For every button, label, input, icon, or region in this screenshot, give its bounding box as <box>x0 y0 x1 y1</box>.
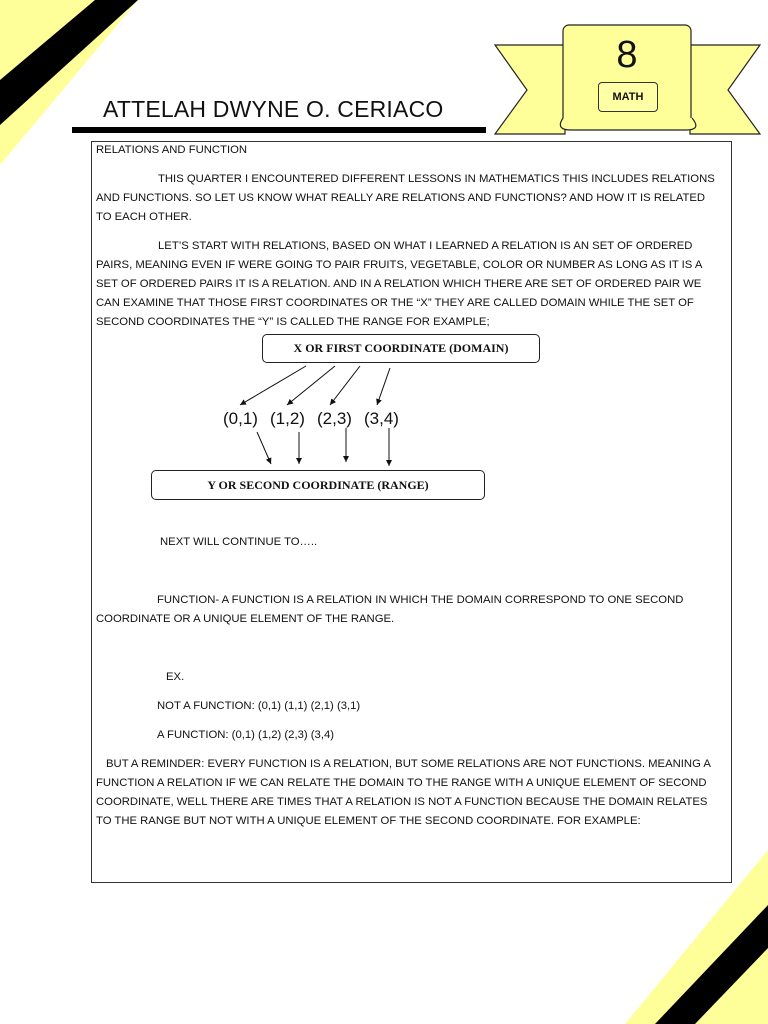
domain-arrow-4 <box>377 368 390 405</box>
range-arrow-1 <box>257 432 271 464</box>
function-example: A FUNCTION: (0,1) (1,2) (2,3) (3,4) <box>157 729 335 741</box>
reminder-line-4: TO THE RANGE BUT NOT WITH A UNIQUE ELEMENT OF THE SECOND COORDINATE. FOR EXAMPLE: <box>96 815 641 827</box>
function-line-1: FUNCTION- A FUNCTION IS A RELATION IN WHICH THE DOMAIN CORRESPOND TO ONE SECOND <box>157 594 684 606</box>
ordered-pair-1: (0,1) <box>223 409 258 428</box>
not-function-example: NOT A FUNCTION: (0,1) (1,1) (2,1) (3,1) <box>157 700 361 712</box>
reminder-line-1: BUT A REMINDER: EVERY FUNCTION IS A RELATION, BUT SOME RELATIONS ARE NOT FUNCTIONS. MEANING A <box>106 758 711 770</box>
ordered-pair-2: (1,2) <box>270 409 305 428</box>
reminder-line-3: COORDINATE, WELL THERE ARE TIMES THAT A RELATION IS NOT A FUNCTION BECAUSE THE DOMAIN RELATES <box>96 796 708 808</box>
relations-line-1: LET’S START WITH RELATIONS, BASED ON WHAT I LEARNED A RELATION IS AN SET OF ORDERED <box>158 240 693 252</box>
relations-line-3: SET OF ORDERED PAIRS IT IS A RELATION. AND IN A RELATION WHICH THERE ARE SET OF ORDERED PAIR WE <box>96 278 702 290</box>
grade-number: 8 <box>616 34 638 76</box>
ordered-pair-3: (2,3) <box>317 409 352 428</box>
continue-line: NEXT WILL CONTINUE TO….. <box>160 536 318 548</box>
domain-label-box: X OR FIRST COORDINATE (DOMAIN) <box>262 334 540 363</box>
function-line-2: COORDINATE OR A UNIQUE ELEMENT OF THE RANGE. <box>96 613 395 625</box>
domain-arrow-2 <box>287 366 335 405</box>
relations-line-2: PAIRS, MEANING EVEN IF WERE GOING TO PAIR FRUITS, VEGETABLE, COLOR OR NUMBER AS LONG AS IT IS A <box>96 259 703 271</box>
section-heading: RELATIONS AND FUNCTION <box>96 144 248 156</box>
relations-line-5: SECOND COORDINATES THE “Y” IS CALLED THE RANGE FOR EXAMPLE; <box>96 316 490 328</box>
range-label-box: Y OR SECOND COORDINATE (RANGE) <box>151 470 485 500</box>
subject-label: MATH <box>598 82 658 112</box>
intro-line-1: THIS QUARTER I ENCOUNTERED DIFFERENT LESSONS IN MATHEMATICS THIS INCLUDES RELATIONS <box>158 173 715 185</box>
author-name: ATTELAH DWYNE O. CERIACO <box>103 96 444 122</box>
ordered-pair-4: (3,4) <box>364 409 399 428</box>
reminder-line-2: FUNCTION A RELATION IF WE CAN RELATE THE DOMAIN TO THE RANGE WITH A UNIQUE ELEMENT OF SECOND <box>96 777 707 789</box>
intro-line-3: TO EACH OTHER. <box>96 211 192 223</box>
intro-line-2: AND FUNCTIONS. SO LET US KNOW WHAT REALLY ARE RELATIONS AND FUNCTIONS? AND HOW IT IS RELATED <box>96 192 706 204</box>
domain-arrow-1 <box>240 366 306 405</box>
relations-line-4: CAN EXAMINE THAT THOSE FIRST COORDINATES OR THE “X” THEY ARE CALLED DOMAIN WHILE THE SET OF <box>96 297 694 309</box>
example-label: EX. <box>166 671 185 683</box>
domain-arrow-3 <box>330 366 360 405</box>
